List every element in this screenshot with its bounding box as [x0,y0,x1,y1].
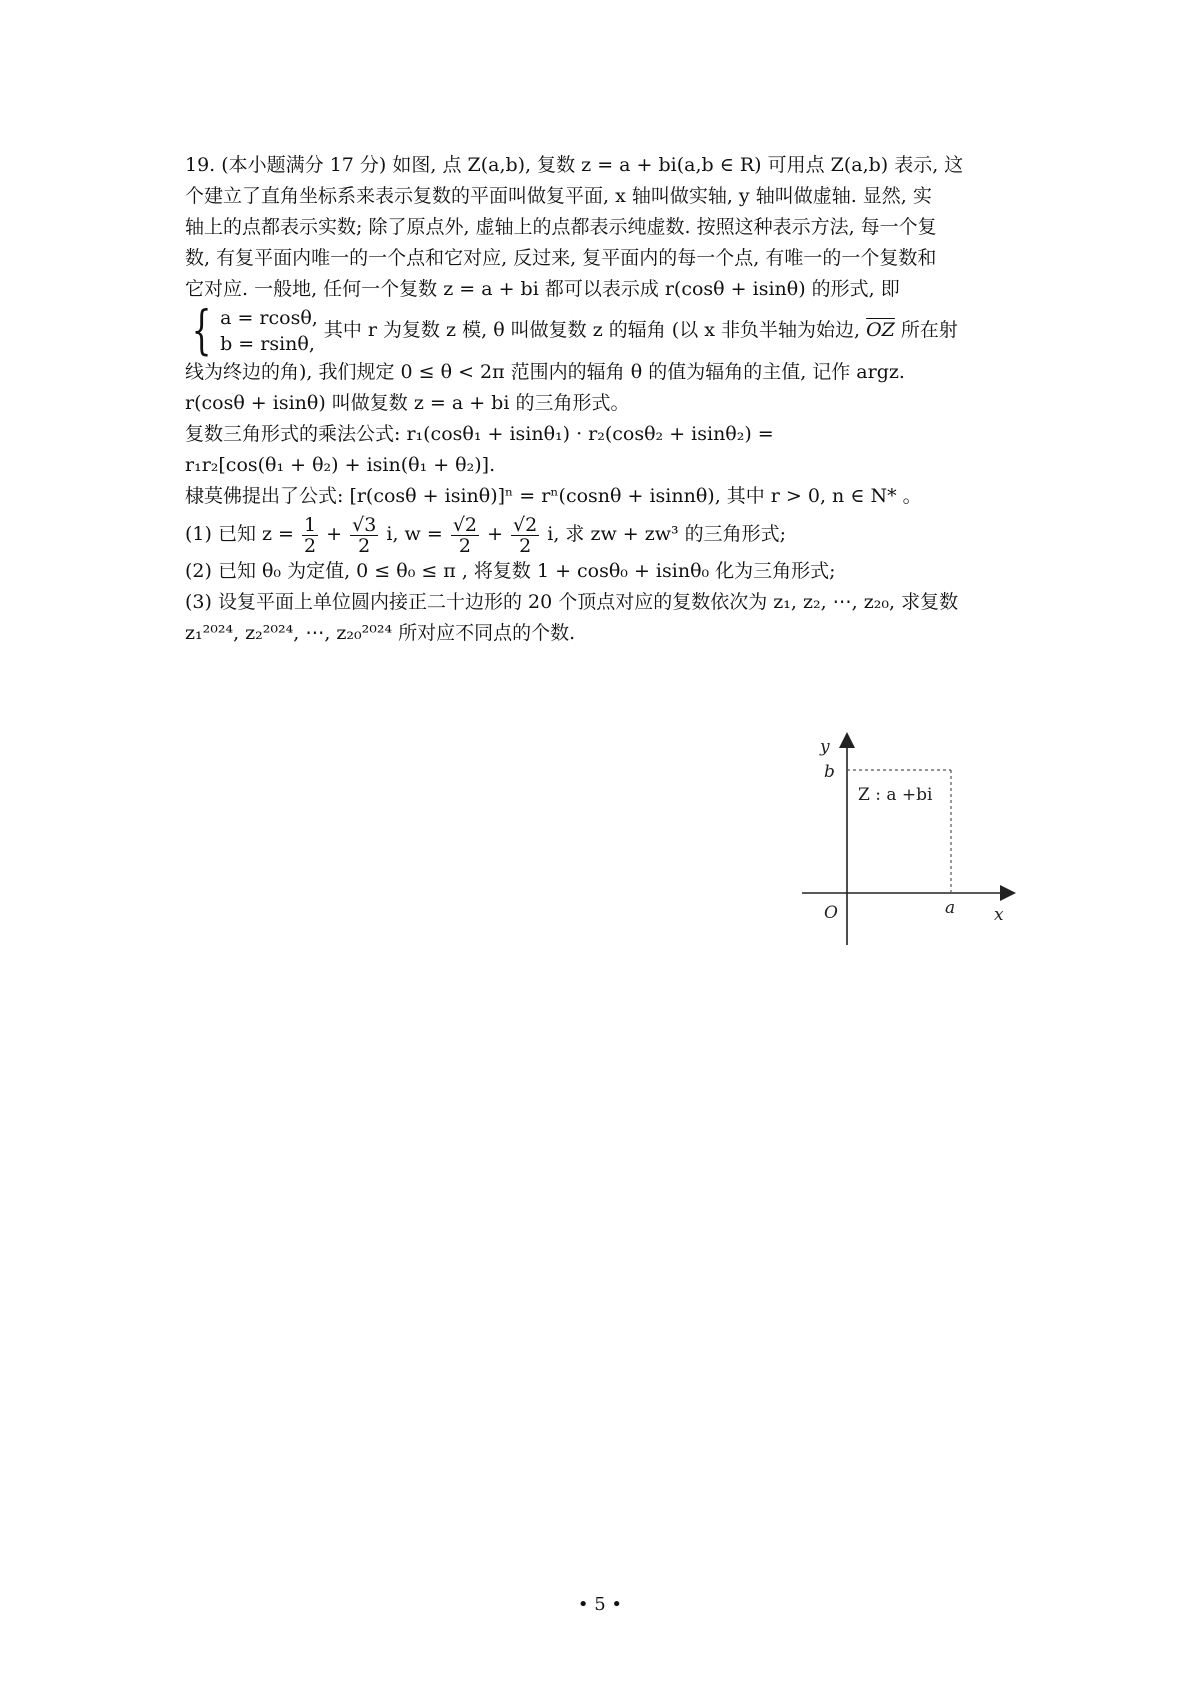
problem-line-8: r(cosθ + isinθ) 叫做复数 z = a + bi 的三角形式。 [185,392,630,414]
problem-line-10: r₁r₂[cos(θ₁ + θ₂) + isin(θ₁ + θ₂)]. [185,454,496,476]
modulus-text: 其中 r 为复数 z 模, θ 叫做复数 z 的辐角 (以 x 非负半轴为始边, [323,319,861,341]
ray-text: 所在射 [900,319,958,341]
problem-line-4: 数, 有复平面内唯一的一个点和它对应, 反过来, 复平面内的每一个点, 有唯一的一个复数和 [185,247,937,269]
question-2: (2) 已知 θ₀ 为定值, 0 ≤ θ₀ ≤ π , 将复数 1 + cosθ₀ + isinθ₀ 化为三角形式; [185,560,836,582]
problem-line-3: 轴上的点都表示实数; 除了原点外, 虚轴上的点都表示纯虚数. 按照这种表示方法, 每一个复 [185,216,937,238]
q1-suffix: i, 求 zw + zw³ 的三角形式; [547,523,787,545]
fraction-sqrt2-half-b: $\frac{√2}{2}$ [513,513,538,557]
q1-mid: i, w = [386,523,443,545]
complex-plane-svg [790,730,1030,960]
origin-label: O [824,903,838,923]
b-label: b [824,762,835,782]
problem-line-6 [185,301,1025,361]
problem-line-11: 棣莫佛提出了公式: [r(cosθ + isinθ)]ⁿ = rⁿ(cosnθ + isinnθ), 其中 r > 0, n ∈ N* 。 [185,485,922,507]
problem-19 [185,150,1025,649]
fraction-sqrt2-half-a: $\frac{√2}{2}$ [452,513,478,557]
left-brace: { [191,301,212,361]
plus-sign: + [326,523,343,545]
case-a: a = rcosθ, [220,307,318,329]
x-axis-label: x [994,905,1004,925]
page-number: • 5 • [577,1594,623,1615]
problem-line-7: 线为终边的角), 我们规定 0 ≤ θ < 2π 范围内的辐角 θ 的值为辐角的主值, 记作 argz. [185,361,905,383]
fraction-one-half: $\frac{1}{2}$ [304,513,317,557]
problem-line-5: 它对应. 一般地, 任何一个复数 z = a + bi 都可以表示成 r(cosθ + isinθ) 的形式, 即 [185,278,900,300]
vector-oz: $\overline{OZ}$ [866,319,895,341]
polar-system [185,301,318,361]
question-1 [185,512,1025,556]
q1-prefix: (1) 已知 z = [185,523,294,545]
question-3-line-2: z₁²⁰²⁴, z₂²⁰²⁴, ⋯, z₂₀²⁰²⁴ 所对应不同点的个数. [185,622,576,644]
problem-line-9: 复数三角形式的乘法公式: r₁(cosθ₁ + isinθ₁) · r₂(cosθ₂ + isinθ₂) = [185,423,774,445]
complex-plane-figure [790,730,1030,960]
plus-sign: + [487,523,503,545]
problem-line-2: 个建立了直角坐标系来表示复数的平面叫做复平面, x 轴叫做实轴, y 轴叫做虚轴. 显然, 实 [185,185,932,207]
problem-line-1: 19. (本小题满分 17 分) 如图, 点 Z(a,b), 复数 z = a + bi(a,b ∈ R) 可用点 Z(a,b) 表示, 这 [185,154,964,176]
case-b: b = rsinθ, [220,333,315,355]
fraction-sqrt3-half: $\frac{√3}{2}$ [352,513,377,557]
a-label: a [945,898,956,918]
y-axis-label: y [820,737,830,757]
point-label: Z : a +bi [858,785,933,805]
question-3-line-1: (3) 设复平面上单位圆内接正二十边形的 20 个顶点对应的复数依次为 z₁, z₂, ⋯, z₂₀, 求复数 [185,591,959,613]
